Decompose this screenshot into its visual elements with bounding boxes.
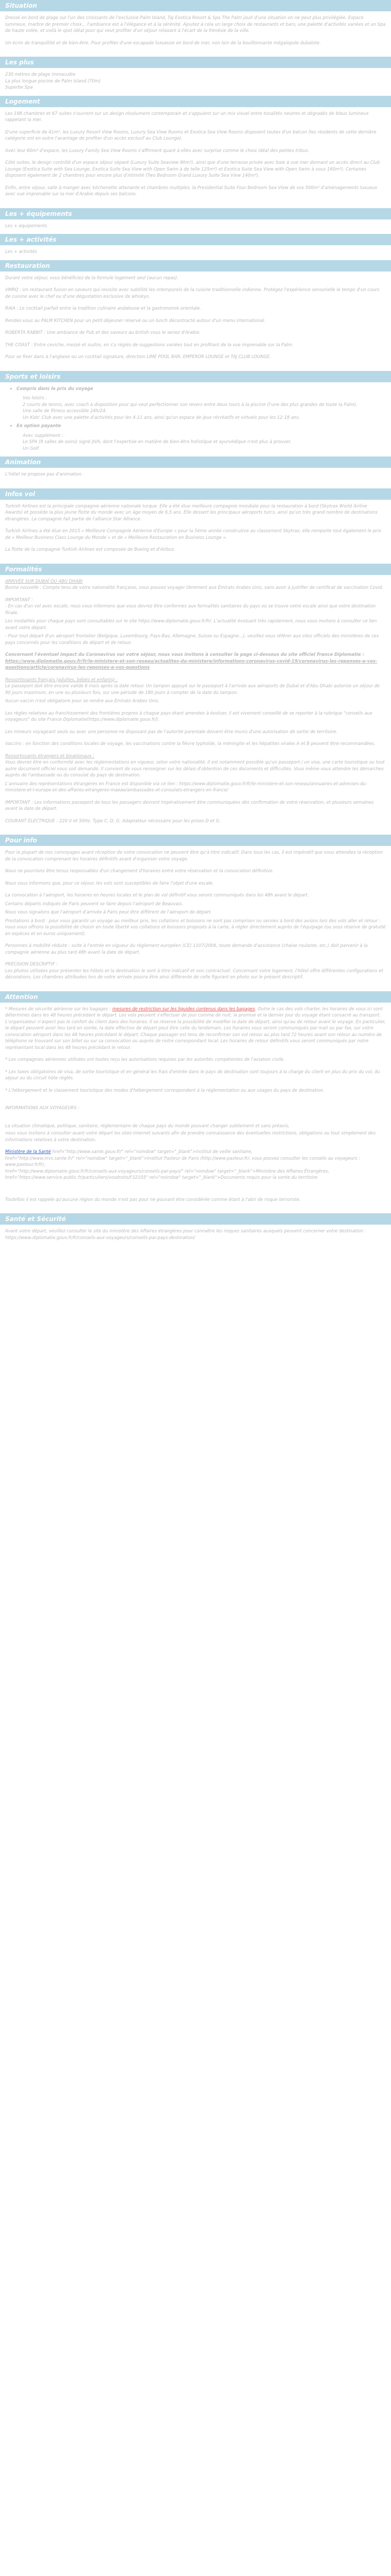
section-logement (0, 96, 391, 208)
sports-included-item: Un Kids' Club avec une palette d'activités pour les 4-11 ans, ainsi qu'un espace de jeux récréatifs et virtuels pour les 12-18 ans. (23, 414, 300, 420)
logement-paragraph: D'une superficie de 41m², les Luxury Resort View Rooms, Luxury Sea View Rooms et Exotica Sea View Rooms disposent toutes d'un balcon (les résidents de cette dernière catégorie ont en outre l'avantage de profiter d'un accès exclusif au Club Lounge). (5, 129, 377, 141)
animation-paragraph: L'hôtel ne propose pas d'animation. (5, 471, 83, 477)
hotel-description-page (0, 0, 391, 1251)
restauration-paragraph: THE COAST : Entre ceviche, mezzé et sushis, en s'y réglés de suggestions variées tout en profitant de la vue imprenable sur la Palm. (5, 342, 294, 347)
section-header-sports: Sports et loisirs (0, 371, 391, 382)
sports-bullet-paid: • En option payante (17, 422, 386, 429)
section-attention (0, 991, 391, 1214)
attention-paragraph: * Les compagnies aériennes utilisées ont toutes reçu les autorisations requises par les autorités compétentes de l'aviation civile. (5, 1057, 285, 1062)
liquids-restriction-link[interactable]: mesures de restriction sur les liquides contenus dans les bagages (112, 1006, 255, 1011)
pour-info-paragraph: La convocation à l'aéroport, les horaires en heures locales et le plan de vol définitif vous seront communiqués dans les 48h avant le départ. (5, 892, 309, 897)
section-header-infos-vol: Infos vol (0, 488, 391, 500)
pour-info-paragraph: Certains départs indiqués de Paris peuvent se faire depuis l'aéroport de Beauvais. (5, 901, 184, 906)
situation-paragraph: Un écrin de tranquillité et de bien-être. Pour profiter d'une escapade luxueuse en bord de mer, non loin de la bouillonnante mégalopole dubaïote. (5, 40, 321, 45)
formalites-paragraph: Vaccins : en fonction des conditions locales de voyage, les vaccinations contre la fièvre typhoïde, la méningite et les hépatites virales A et B peuvent être recommandées. (5, 741, 376, 746)
pour-info-paragraph: Nous ne pourrions être tenus responsables d'un changement d'horaires entre votre réservation et la convocation définitive. (5, 868, 274, 873)
section-sports (0, 371, 391, 457)
attention-security-text: . Outre le cas des vols charter, les horaires de vous ici sont déterminés dans les 48 heures précédant le départ. Les vols peuvent s'effectuer de jour comme de nuit, la promise et la dernier jour du voyage étant consacré au transport. L'organisateur n'aspect pas le confort du client dans des horaires. Il se réserve la possibilité de modifier la date de départ, ainsi qu'au de retour avant le voyage. En particulier, le départ peuvent avoir lieu tard en soirée, la date effective de départ peut être celle du lendemain. Les horaires vous seront communiqués par mail ou par fax, sur votre convocation aéroport dans les 48 heures précédant le départ. Chaque passager est tenu de reconfirmer son vol retour au plus tard 72 heures avant son retour au numéro de téléphone se trouvant sur son billet ou sur sa convocation ou auprès de notre correspondant local. Les horaires de retour définitifs vous seront communiqués par notre représentant local dans les 48 heures précédant le retour. (5, 1006, 386, 1050)
section-header-pour-info: Pour info (0, 835, 391, 846)
activites-text: Les + activités (5, 249, 37, 254)
plus-item: Superbe Spa (5, 84, 33, 90)
attention-paragraph: La situation climatique, politique, sanitaire, réglementaire de chaque pays du monde pouvant changer subitement et sans préavis, (5, 1123, 290, 1128)
restauration-paragraph: RAIA : Le cocktail parfait entre la tradition culinaire andalouse et la gastronomie orientale. (5, 306, 201, 311)
links-raw-text: href="http://www.invs.sante.fr/" rel="noindow" target="_blank">Institut Pasteur de Paris (http://www.pasteur.fr/, vous pouvez consulter les conseils au voyageurs : www.pasteur.fr/fr), (5, 1155, 361, 1167)
formalites-paragraph: COURANT ÉLECTRIQUE : 220 V et 50Hz. Type C, D, G. Adaptateur nécessaire pour les prises D et G. (5, 818, 221, 823)
formalites-paragraph: Vous devrez être en conformité avec les réglementations en vigueur, selon votre nationalité. Il est notamment possible qu'un passeport / un visa, une carte touristique ou tout autre document officiel vous soit demandé. Il convient de vous renseigner sur les délais d'obtention de ces documents et difficultés. Vous même vous attendre les démarches auprès de l'ambassade ou du consulat du pays de destination. (5, 759, 385, 777)
section-activites (0, 234, 391, 260)
logement-paragraph: Enfin, entre séjour, salle à manger avec kitchenette attenante et chambres multiples, la Presidential Suite Four Bedroom Sea View de vos 500m² d'aménagements luxueux avec vue imprenable sur la mer d'Arabie depuis ses balcons. (5, 184, 378, 196)
section-header-formalites: Formalités (0, 564, 391, 575)
formalites-subheading: Ressortissants étrangers et binationaux : (5, 753, 94, 758)
formalites-subheading: ARRIVÉE SUR DUBAÏ OU ABU DHABI (5, 578, 83, 584)
attention-paragraph: * Les taxes obligatoires de visa, de sortie touristique et en général les frais d'entrée dans le pays de destination sont toujours à la charge du client en plus du prix du vol, du séjour ou du circuit hôte réglés. (5, 1069, 380, 1080)
attention-paragraph: * L'hébergement et le classement touristique des modes d'hébergement correspondent à la réglementation ou aux usages du pays de destination. (5, 1087, 324, 1093)
sports-included-item: Une salle de fitness accessible 24h/24. (23, 408, 107, 413)
section-header-logement: Logement (0, 96, 391, 107)
sports-paid-details (5, 432, 386, 452)
pour-info-paragraph: Nous vous signalons que l'aéroport d'arrivée à Paris peut être différent de l'aéroport de départ. (5, 909, 212, 914)
formalites-paragraph: Bonne nouvelle : Compte tenu de votre nationalité française, vous pouvez voyager librement aux Émirats Arabes Unis, sans avoir à justifier de certificat de vaccination Covid. (5, 585, 384, 590)
pour-info-paragraph: Pour la plupart de nos convoyages avant réception de votre convocation ne peuvent être qu'à titre indicatif. Dans tous les cas, il est impératif que vous attendiez la réception de la convocation comprenant les horaires définitifs avant d'organiser votre voyage. (5, 850, 383, 861)
sante-paragraph: Avant votre départ, veuillez consulter le site du ministère des Affaires étrangères pour connaître les risques sanitaires auxquels peuvent concerner votre destination : https://www.diplomatie.gouv.fr/fr/conseils-aux-voyageurs/conseils-par-pays-destination/ (5, 1228, 366, 1240)
section-pour-info (0, 835, 391, 991)
infos-vol-paragraph: Turkish Airlines est la principale compagnie aérienne nationale turque. Elle a été élue meilleure compagnie mondiale pour la restauration à bord (Skytrax World Airline Awards) et possède la plus jeune flotte du monde avec un âge moyen de 6,5 ans. Elle dessert les principaux aéroports turcs, ainsi qu'un très grand nombre de destinations étrangères. La compagnie fait partie de l'alliance Star Alliance. (5, 503, 378, 521)
formalites-paragraph: Les mineurs voyageant seuls ou avec une personne ne disposant pas de l'autorité parentale doivent être munis d'une autorisation de sortie de territoire. (5, 728, 337, 734)
sports-bullet-included: • Compris dans le prix du voyage (17, 385, 386, 392)
formalites-subheading: Ressortissants français (adultes, bébés et enfants) : (5, 676, 118, 682)
infos-vol-paragraph: Turkish Airlines a été élue en 2015 « Meilleure Compagnie Aérienne d'Europe » pour la 5ème année consécutive au classement Skytrax, elle remporte tout également le prix de « Meilleur Business Class Lounge du Monde » et de « Meilleure Restauration en Business Lounge ». (5, 528, 381, 540)
section-header-sante: Santé et Sécurité (0, 1213, 391, 1225)
restauration-paragraph: Rendez-vous au PALM KITCHEN pour un petit-déjeuner réservé ou un lunch décontracté autour d'un menu international. (5, 317, 266, 323)
pour-info-subheading: PRÉCISION DESCRIPTIF : (5, 961, 58, 967)
formalites-covid-link[interactable]: https://www.diplomatie.gouv.fr/fr/le-ministere-et-son-reseau/actualites-du-ministere/informations-coronavirus-covid-19/coronavirus-les-reponses-a-vos-questions/article/coronavirus-les-reponses-a-vos-questions (5, 658, 378, 670)
section-sante (0, 1213, 391, 1251)
situation-paragraph: Dressé en bord de plage sur l'un des croissants de l'exclusive Palm Island, Taj Exotica Resort & Spa The Palm jouit d'une situation on ne peut plus privilégiée. Espace lumineux, marbre de premier choix... l'ambiance est à l'élégance et à la sérénité. Ajoutez à cela un large choix de restaurants et bars, une palette d'activités variées et un Spa de haute volée, et voilà le spot idéal pour qui veut profiter d'un séjour relaxant à l'écart de la frénésie de la ville. (5, 15, 386, 33)
formalites-paragraph: Les modalités pour chaque pays sont consultables sur le site https://www.diplomatie.gouv.fr/fr/. L'actualité évoluant très rapidement, nous vous invitons à consulter ce lien avant votre départ. (5, 618, 377, 630)
section-header-activites: Les + activités (0, 234, 391, 245)
attention-subheading: INFORMATIONS AUX VOYAGEURS : (5, 1105, 80, 1110)
logement-paragraph: Les 198 chambres et 67 suites s'ouvrent sur un design résolument contemporain et s'appuient sur un mix visuel entre tonalités neutres et dégradés de bleus lumineux rappelant la mer. (5, 110, 369, 122)
section-situation (0, 0, 391, 57)
logement-paragraph: Avec leur 60m² d'espace, les Luxury Family Sea View Rooms s'affirment quant à elles avec surprise comme le choix idéal des petites tribus. (5, 147, 309, 153)
attention-security-label: * Mesures de sécurité aérienne sur les bagages : (5, 1006, 112, 1011)
section-header-equipements: Les + équipements (0, 208, 391, 219)
section-restauration (0, 260, 391, 371)
formalites-paragraph: Le passeport doit être encore valide 6 mois après la date retour. Un tampon appuyé sur le passeport à l'arrivée aux aéroports de Dubaï et d'Abu Dhabi autorise un séjour de 90 jours maximum, en une ou plusieurs fois, sur une période de 180 jours à compter de la date du tampon. (5, 683, 380, 695)
formalites-subheading: IMPORTANT : (5, 597, 34, 602)
sports-included-label: Vos loisirs : (23, 395, 47, 400)
restauration-paragraph: VMRQ : Un restaurant fusion en saveurs qui revisite avec subtilité les intemporels de la cuisine traditionnelle indienne. Protégez l'expérience sensorielle le temps d'un cours de cuisine avec le chef ou d'une dégustation exclusive de whiskys. (5, 287, 380, 299)
section-infos-vol (0, 488, 391, 564)
section-header-animation: Animation (0, 456, 391, 468)
restauration-paragraph: Durant votre séjour, vous bénéficiez de la formule logement seul (aucun repas). (5, 275, 178, 280)
plus-item: La plus longue piscine de Palm Island (70m) (5, 78, 101, 83)
formalites-paragraph: IMPORTANT : Les informations passeport de tous les passagers devront impérativement être communiquées dès confirmation de votre réservation, et plusieurs semaines avant la date de départ. (5, 799, 374, 811)
formalites-covid-heading: Concernant l'éventuel impact du Coronavirus sur votre séjour, nous vous invitons à consulter la page ci-dessous du site officiel France Diplomatie : (5, 652, 364, 657)
equipements-text: Les + équipements (5, 223, 47, 228)
formalites-paragraph: Aucun vaccin n'est obligatoire pour se rendre aux Émirats Arabes Unis. (5, 698, 159, 703)
attention-paragraph: nous vous invitons à consulter avant votre départ les sites Internet suivants afin de prendre connaissance des éventuelles restrictions, obligations ou tout simplement des informations relatives à votre destination. (5, 1130, 376, 1142)
restauration-paragraph: Pour se fixer dans à l'anglaise ou un cocktail signature, direction LIME POOL BAR, EMPEROR LOUNGE et TAJ CLUB LOUNGE. (5, 354, 271, 359)
section-header-restauration: Restauration (0, 260, 391, 272)
plus-item: 230 mètres de plage immaculée (5, 72, 76, 77)
section-formalites (0, 564, 391, 835)
section-animation (0, 456, 391, 488)
links-raw-text: href="http://www.diplomatie.gouv.fr/fr/conseils-aux-voyageurs/conseils-par-pays/" rel="noindow" target="_blank">Ministère des Affaires Étrangères, href="https://www.service-public.fr/particuliers/vosdroits/F32105" rel="noindow" target="_blank">Documents requis pour la sortie du territoire. (5, 1168, 330, 1180)
section-plus (0, 57, 391, 96)
sports-included-item: 2 courts de tennis, avec coach à disposition pour qui veut perfectionner son revers entre deux tours à la piscine (l'une des plus grandes de toute la Palm). (23, 401, 357, 407)
sports-paid-item: Un Golf (23, 445, 39, 451)
sports-included-details (5, 395, 386, 420)
section-header-plus: Les plus (0, 57, 391, 68)
pour-info-paragraph: Prestations à bord : pour vous garantir un voyage au meilleur prix, les collations et boissons ne sont pas comprises ou servies à bord des avions lors des vols aller et retour : nous vous offrons la possibilité de choisir en toute liberté vos collations et boissons proposés à la carte, à régler directement auprès de l'équipage (ou sous réserve de gratuité en espèces et en euros uniquement). (5, 918, 386, 936)
formalites-paragraph: L'annuaire des représentations étrangères en France est disponible via ce lien : https://www.diplomatie.gouv.fr/fr/le-ministere-et-son-reseau/annuaires-et-adresses-du-ministere-et-l-europe-et-des-affaires-etrangeres-maeae/ambassades-et-consulats-etrangers-en-france/ (5, 781, 367, 792)
formalites-paragraph: Les règles relatives au franchissement des frontières propres à chaque pays étant amenées à évoluer, il est vivement conseillé de se reporter à la rubrique "conseils aux voyageurs" du site France Diplomatie(https://www.diplomatie.gouv.fr/). (5, 710, 372, 722)
section-header-situation: Situation (0, 0, 391, 11)
section-equipements (0, 208, 391, 234)
restauration-paragraph: ROBERTA RABBIT : Une ambiance de Pub et des saveurs au british vous le seriez d'Arabie. (5, 330, 201, 335)
pour-info-paragraph: Personnes à mobilité réduite : suite à l'entrée en vigueur du règlement européen (CE) 1107/2006, toute demande d'assistance (chaise roulante, etc.) doit parvenir à la compagnie aérienne au plus tard 48h avant la date de départ. (5, 943, 368, 955)
attention-links (5, 1148, 386, 1181)
formalites-paragraph: - En cas d'un vol avec escale, nous vous informons que vous devrez être conformes aux formalités sanitaires du pays où se trouve votre escale ainsi que votre destination finale. (5, 603, 376, 615)
pour-info-paragraph: Les photos utilisées pour présenter les hôtels et la destination le sont à titre indicatif et non contractuel. Concernant votre logement, l'hôtel offre différentes configurations et décorations. Les chambres attribuées lors de votre arrivée pourra être ainsi différente de celle figurant en photo sur le présent descriptif. (5, 968, 383, 979)
logement-paragraph: Côté suites, le design contrôlé d'un espace séjour séparé (Luxury Suite Seaview 90m²), ainsi que d'une terrasse privée avec baie à vue mer donnant un accès direct au Club Lounge (Exotica Suite with Sea Lounge, Exotica Suite Sea View with Open Swim à de telle 125m²) et Exotica Suite Sea View with Open Swim à vous 160m²). Certaines disposent également de 2 chambres pour encore plus d'intimité (Two Bedroom Grand Luxury Suite Sea View 140m²). (5, 160, 380, 178)
sports-paid-label: Avec supplément : (23, 432, 63, 438)
infos-vol-paragraph: La flotte de la compagnie Turkish Airlines est composée de Boeing et d'Airbus. (5, 547, 175, 552)
links-raw-text: href="http://www.sante.gouv.fr/" rel="noindow" target="_blank">Institut de veille sanitaire, (51, 1149, 253, 1154)
sports-paid-item: Le SPA (9 salles de soins) signé JIVA, dont l'expertise en matière de bien-être holistique et ayurvédique n'est plus à prouver. (23, 439, 292, 444)
section-header-attention: Attention (0, 991, 391, 1003)
pour-info-paragraph: Nous vous informons que, pour ce séjour, les vols sont susceptibles de faire l'objet d'une escale. (5, 880, 214, 886)
attention-paragraph (5, 1006, 386, 1051)
attention-paragraph: Toutefois il est rappelé qu'aucune région du monde n'est pas pour ne pouvant être considérée comme étant à l'abri de risque terroriste. (5, 1196, 301, 1202)
ministere-sante-link[interactable]: Ministère de la Santé (5, 1149, 51, 1154)
formalites-paragraph: - Pour tout départ d'un aéroport frontalier (Belgique, Luxembourg, Pays-Bas, Allemagne, Suisse ou Espagne...), veuillez vous référer aux sites officiels des ministères de ces pays concernés pour les conditions de départ et de retour. (5, 633, 379, 645)
